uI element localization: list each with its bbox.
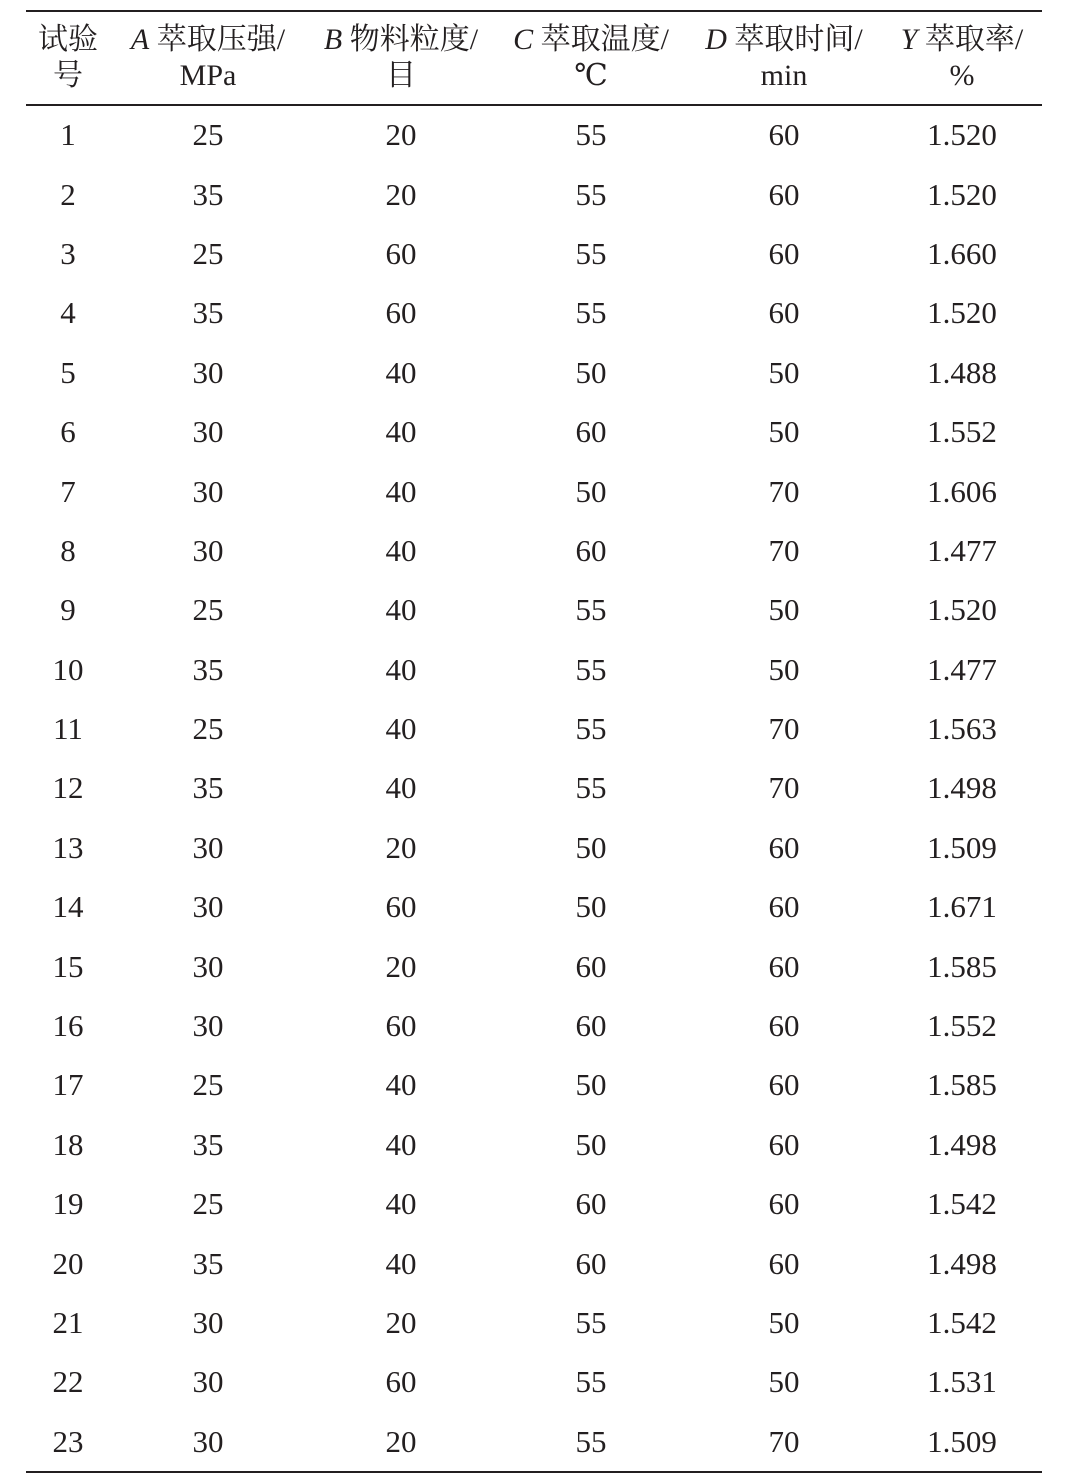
cell-time: 50	[768, 651, 800, 687]
table-row	[26, 343, 1042, 402]
cell-temperature: 50	[575, 473, 607, 509]
header-particle-size-variable: B	[323, 23, 343, 56]
table-row	[26, 402, 1042, 461]
header-pressure	[110, 12, 306, 104]
cell-temperature: 55	[575, 117, 607, 153]
cell-time: 50	[768, 1305, 800, 1340]
cell-particle-size: 20	[385, 948, 417, 984]
cell-trial-no: 1	[60, 117, 76, 153]
table-row	[26, 521, 1042, 580]
table-row	[26, 996, 1042, 1055]
header-time-label: 萃取时间/	[726, 23, 863, 56]
table-row	[26, 1115, 1042, 1174]
header-time-line1	[686, 22, 882, 58]
header-pressure-label: 萃取压强/	[149, 23, 286, 56]
cell-pressure: 30	[192, 1423, 224, 1459]
cell-yield: 1.520	[927, 592, 997, 628]
cell-temperature: 50	[575, 1067, 607, 1103]
cell-yield: 1.531	[927, 1364, 997, 1400]
cell-trial-no: 8	[60, 532, 76, 568]
cell-yield: 1.498	[927, 1245, 997, 1281]
cell-yield: 1.585	[927, 1067, 997, 1103]
cell-pressure: 25	[192, 711, 224, 747]
cell-time: 70	[768, 711, 800, 747]
experiment-results-body	[26, 106, 1042, 1472]
cell-particle-size: 40	[385, 414, 417, 450]
cell-time: 60	[768, 1186, 800, 1222]
table-row	[26, 1412, 1042, 1471]
table-row	[26, 878, 1042, 937]
header-temperature	[496, 12, 686, 104]
cell-trial-no: 4	[60, 295, 76, 331]
cell-particle-size: 40	[385, 532, 417, 568]
cell-time: 60	[768, 1067, 800, 1103]
cell-trial-no: 10	[52, 651, 84, 687]
header-time-unit: min	[760, 59, 808, 92]
cell-trial-no: 6	[60, 414, 76, 450]
header-particle-size-label: 物料粒度/	[342, 23, 479, 56]
cell-yield: 1.542	[927, 1305, 997, 1340]
cell-temperature: 60	[575, 532, 607, 568]
table-row	[26, 1293, 1042, 1352]
cell-time: 70	[768, 532, 800, 568]
cell-pressure: 30	[192, 948, 224, 984]
cell-particle-size: 60	[385, 1008, 417, 1044]
header-temperature-variable: C	[513, 23, 534, 56]
cell-trial-no: 19	[52, 1186, 84, 1222]
cell-pressure: 30	[192, 1008, 224, 1044]
cell-pressure: 30	[192, 414, 224, 450]
cell-pressure: 25	[192, 1186, 224, 1222]
table-row	[26, 699, 1042, 758]
cell-pressure: 30	[192, 532, 224, 568]
cell-pressure: 35	[192, 1245, 224, 1281]
cell-yield: 1.477	[927, 651, 997, 687]
cell-yield: 1.520	[927, 117, 997, 153]
cell-pressure: 35	[192, 176, 224, 212]
cell-time: 60	[768, 1008, 800, 1044]
cell-pressure: 30	[192, 889, 224, 925]
table-row	[26, 1056, 1042, 1115]
cell-temperature: 60	[575, 1245, 607, 1281]
cell-particle-size: 40	[385, 473, 417, 509]
cell-pressure: 25	[192, 235, 224, 271]
cell-particle-size: 60	[385, 295, 417, 331]
cell-time: 60	[768, 176, 800, 212]
cell-temperature: 55	[575, 295, 607, 331]
header-pressure-line1	[110, 22, 306, 58]
cell-trial-no: 2	[60, 176, 76, 212]
table-header	[26, 12, 1042, 104]
cell-particle-size: 40	[385, 770, 417, 806]
table-row	[26, 106, 1042, 165]
cell-time: 70	[768, 473, 800, 509]
cell-pressure: 35	[192, 295, 224, 331]
experiment-results-table	[26, 12, 1042, 104]
cell-particle-size: 40	[385, 1245, 417, 1281]
cell-trial-no: 11	[53, 711, 83, 747]
cell-temperature: 55	[575, 770, 607, 806]
cell-trial-no: 3	[60, 235, 76, 271]
header-trial-no	[26, 12, 110, 104]
header-temperature-label: 萃取温度/	[533, 23, 669, 56]
cell-temperature: 55	[575, 1364, 607, 1400]
cell-time: 60	[768, 1245, 800, 1281]
cell-temperature: 55	[575, 711, 607, 747]
cell-trial-no: 22	[52, 1364, 84, 1400]
cell-yield: 1.509	[927, 1423, 997, 1459]
header-time-variable: D	[705, 23, 727, 56]
cell-particle-size: 40	[385, 1126, 417, 1162]
cell-temperature: 55	[575, 651, 607, 687]
header-temperature-unit: ℃	[574, 59, 608, 92]
table-row	[26, 165, 1042, 224]
header-yield-variable: Y	[900, 23, 918, 56]
cell-trial-no: 13	[52, 829, 84, 865]
table-row	[26, 759, 1042, 818]
cell-pressure: 30	[192, 354, 224, 390]
cell-temperature: 50	[575, 354, 607, 390]
table-row	[26, 1353, 1042, 1412]
cell-particle-size: 40	[385, 592, 417, 628]
cell-yield: 1.520	[927, 176, 997, 212]
table-row	[26, 937, 1042, 996]
cell-yield: 1.498	[927, 1126, 997, 1162]
cell-time: 60	[768, 1126, 800, 1162]
cell-trial-no: 9	[60, 592, 76, 628]
cell-yield: 1.542	[927, 1186, 997, 1222]
cell-temperature: 55	[575, 1305, 607, 1340]
header-particle-size-line1	[306, 22, 496, 58]
table-row	[26, 818, 1042, 877]
cell-yield: 1.606	[927, 473, 997, 509]
header-particle-size	[306, 12, 496, 104]
cell-pressure: 30	[192, 1305, 224, 1340]
cell-time: 70	[768, 1423, 800, 1459]
header-yield-label: 萃取率/	[917, 23, 1024, 56]
cell-pressure: 25	[192, 592, 224, 628]
header-yield-line1	[882, 22, 1042, 58]
cell-time: 60	[768, 117, 800, 153]
cell-trial-no: 12	[52, 770, 84, 806]
cell-yield: 1.520	[927, 295, 997, 331]
cell-pressure: 35	[192, 770, 224, 806]
cell-time: 50	[768, 592, 800, 628]
table-body	[26, 106, 1042, 1472]
cell-temperature: 60	[575, 1008, 607, 1044]
cell-trial-no: 7	[60, 473, 76, 509]
table-row	[26, 462, 1042, 521]
cell-trial-no: 15	[52, 948, 84, 984]
table-row	[26, 1234, 1042, 1293]
table-row	[26, 581, 1042, 640]
cell-particle-size: 40	[385, 711, 417, 747]
cell-temperature: 55	[575, 592, 607, 628]
cell-time: 70	[768, 770, 800, 806]
data-table-container	[26, 10, 1042, 1473]
header-trial-no-unit: 号	[53, 59, 83, 92]
cell-yield: 1.585	[927, 948, 997, 984]
table-row	[26, 1175, 1042, 1234]
cell-time: 60	[768, 948, 800, 984]
header-trial-no-label: 试验	[38, 23, 98, 56]
cell-particle-size: 20	[385, 1423, 417, 1459]
cell-particle-size: 40	[385, 354, 417, 390]
cell-pressure: 25	[192, 1067, 224, 1103]
cell-temperature: 50	[575, 1126, 607, 1162]
cell-temperature: 60	[575, 948, 607, 984]
header-temperature-line1	[496, 22, 686, 58]
cell-temperature: 60	[575, 1186, 607, 1222]
cell-temperature: 50	[575, 829, 607, 865]
cell-particle-size: 20	[385, 117, 417, 153]
cell-particle-size: 20	[385, 176, 417, 212]
cell-yield: 1.552	[927, 414, 997, 450]
cell-temperature: 55	[575, 235, 607, 271]
cell-temperature: 55	[575, 176, 607, 212]
cell-temperature: 55	[575, 1423, 607, 1459]
cell-particle-size: 60	[385, 889, 417, 925]
cell-trial-no: 17	[52, 1067, 84, 1103]
table-bottom-rule	[26, 1471, 1042, 1473]
cell-time: 60	[768, 829, 800, 865]
cell-pressure: 35	[192, 1126, 224, 1162]
cell-trial-no: 23	[52, 1423, 84, 1459]
cell-trial-no: 21	[52, 1305, 84, 1340]
cell-particle-size: 60	[385, 1364, 417, 1400]
cell-temperature: 60	[575, 414, 607, 450]
header-pressure-unit: MPa	[179, 59, 237, 92]
header-time	[686, 12, 882, 104]
cell-yield: 1.498	[927, 770, 997, 806]
header-yield-unit: %	[949, 59, 975, 92]
cell-trial-no: 16	[52, 1008, 84, 1044]
cell-pressure: 30	[192, 1364, 224, 1400]
cell-temperature: 50	[575, 889, 607, 925]
header-particle-size-unit: 目	[386, 59, 416, 92]
cell-yield: 1.671	[927, 889, 997, 925]
cell-time: 50	[768, 414, 800, 450]
cell-yield: 1.563	[927, 711, 997, 747]
cell-yield: 1.552	[927, 1008, 997, 1044]
cell-time: 60	[768, 889, 800, 925]
cell-yield: 1.660	[927, 235, 997, 271]
header-trial-no-line1	[26, 22, 110, 58]
cell-particle-size: 20	[385, 1305, 417, 1340]
cell-particle-size: 40	[385, 1067, 417, 1103]
cell-time: 50	[768, 1364, 800, 1400]
cell-pressure: 30	[192, 829, 224, 865]
cell-trial-no: 20	[52, 1245, 84, 1281]
header-pressure-variable: A	[130, 23, 150, 56]
cell-particle-size: 60	[385, 235, 417, 271]
header-yield	[882, 12, 1042, 104]
table-row	[26, 224, 1042, 283]
header-row	[26, 12, 1042, 104]
table-row	[26, 284, 1042, 343]
cell-yield: 1.488	[927, 354, 997, 390]
cell-time: 60	[768, 295, 800, 331]
table-row	[26, 640, 1042, 699]
cell-yield: 1.509	[927, 829, 997, 865]
cell-pressure: 25	[192, 117, 224, 153]
cell-pressure: 35	[192, 651, 224, 687]
cell-particle-size: 40	[385, 1186, 417, 1222]
cell-trial-no: 18	[52, 1126, 84, 1162]
cell-particle-size: 40	[385, 651, 417, 687]
cell-trial-no: 14	[52, 889, 84, 925]
cell-trial-no: 5	[60, 354, 76, 390]
cell-particle-size: 20	[385, 829, 417, 865]
cell-pressure: 30	[192, 473, 224, 509]
cell-yield: 1.477	[927, 532, 997, 568]
cell-time: 50	[768, 354, 800, 390]
cell-time: 60	[768, 235, 800, 271]
